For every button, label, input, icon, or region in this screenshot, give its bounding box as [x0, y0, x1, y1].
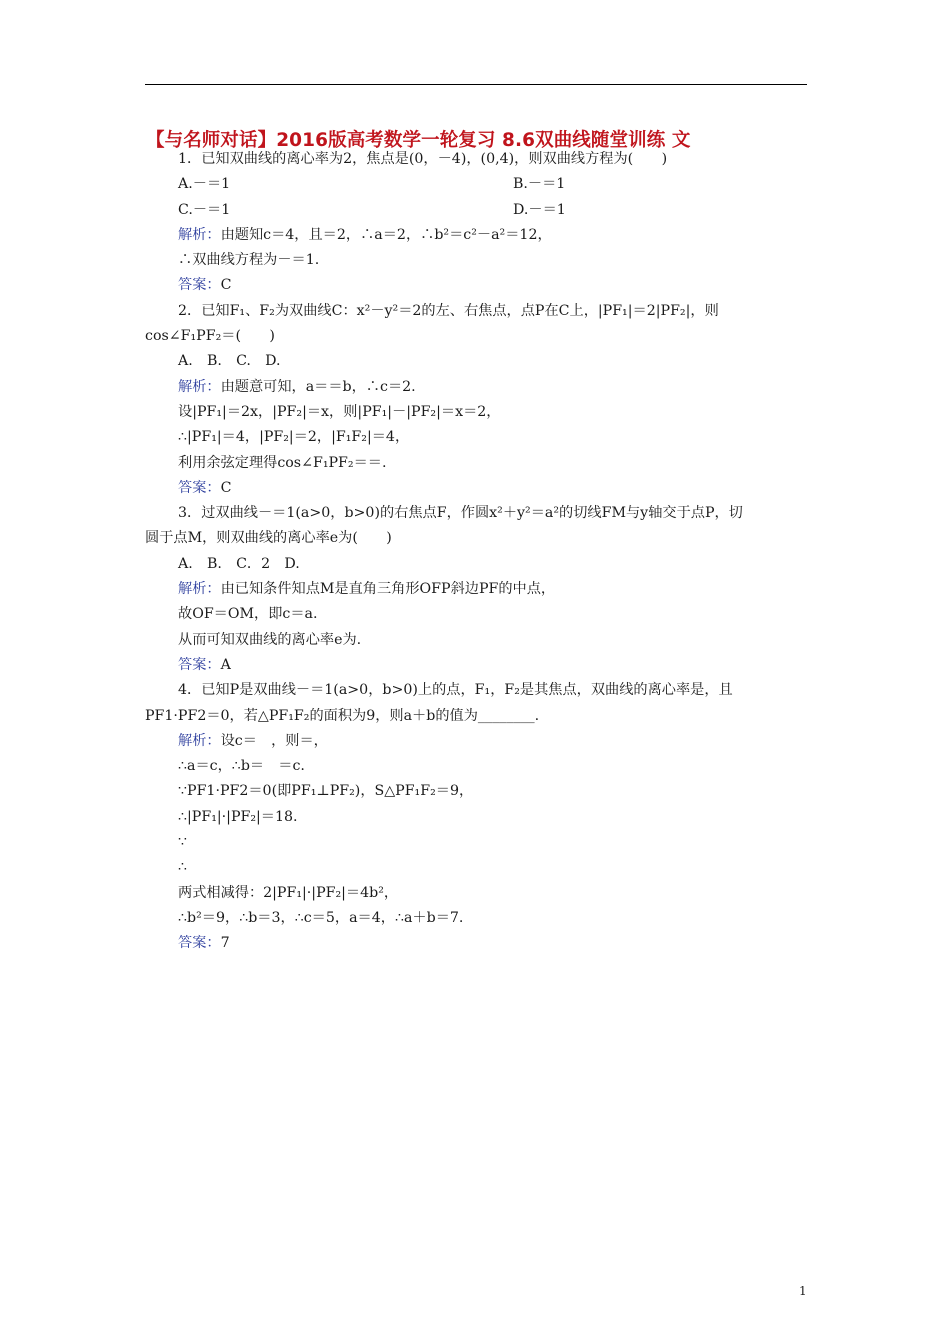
line-text: 利用余弦定理得cos∠F₁PF₂＝＝. — [178, 454, 387, 471]
line-text: ∴a＝c，∴b＝ ＝c. — [178, 758, 305, 775]
line-text: 4．已知P是双曲线－＝1(a>0，b>0)上的点，F₁，F₂是其焦点，双曲线的离心率是，且 — [178, 682, 733, 699]
answer-label: 答案： — [178, 479, 221, 496]
answer-label: 答案： — [178, 935, 221, 952]
document-line — [145, 931, 807, 956]
line-text: 3．过双曲线－＝1(a>0，b>0)的右焦点F，作圆x²＋y²＝a²的切线FM与y轴交于点P，切 — [178, 505, 743, 522]
line-text: ∴|PF₁|·|PF₂|＝18. — [178, 808, 298, 825]
line-text: 圆于点M，则双曲线的离心率e为( ) — [145, 530, 392, 547]
document-line — [145, 172, 807, 197]
document-line — [145, 476, 807, 501]
line-text: 1．已知双曲线的离心率为2，焦点是(0，－4)，(0,4)，则双曲线方程为( ) — [178, 151, 668, 167]
line-text: A. B. C. D. — [178, 353, 281, 370]
line-text: 由题意可知，a＝＝b，∴c＝2. — [220, 378, 416, 395]
document-line — [145, 526, 807, 551]
document-line — [145, 324, 807, 349]
analysis-label: 解析： — [178, 226, 221, 243]
answer-label: 答案： — [178, 277, 221, 294]
document-line — [145, 577, 807, 602]
document-line — [145, 805, 807, 830]
document-line — [145, 628, 807, 653]
line-text: A. B. C．2 D. — [178, 555, 300, 572]
document-line — [145, 248, 807, 273]
document-body — [145, 147, 807, 957]
line-text: ∴b²＝9，∴b＝3，∴c＝5，a＝4，∴a＋b＝7. — [178, 909, 464, 926]
document-line — [145, 754, 807, 779]
line-text: 设|PF₁|＝2x，|PF₂|＝x，则|PF₁|－|PF₂|＝x＝2， — [178, 403, 501, 420]
line-text: 故OF＝OM，即c＝a. — [178, 606, 318, 623]
line-text: C — [220, 479, 232, 496]
line-text: 两式相减得：2|PF₁|·|PF₂|＝4b²， — [178, 884, 399, 901]
document-line — [145, 779, 807, 804]
line-text: ∵PF1·PF2＝0(即PF₁⊥PF₂)，S△PF₁F₂＝9， — [178, 783, 474, 800]
line-text: 2．已知F₁、F₂为双曲线C：x²－y²＝2的左、右焦点，点P在C上，|PF₁|＝2|PF₂|，则 — [178, 302, 719, 319]
document-line — [145, 678, 807, 703]
document-line — [145, 653, 807, 678]
document-line — [145, 729, 807, 754]
document-line — [145, 375, 807, 400]
document-line — [145, 451, 807, 476]
document-line — [145, 830, 807, 855]
page-title: 【与名师对话】2016版高考数学一轮复习 8.6双曲线随堂训练 文 — [146, 130, 691, 151]
analysis-label: 解析： — [178, 732, 221, 749]
document-line — [145, 400, 807, 425]
option-left: A.－＝1 — [178, 176, 231, 193]
document-line — [145, 349, 807, 374]
document-line — [145, 223, 807, 248]
line-text: 设c＝ ，则＝， — [220, 732, 328, 749]
answer-label: 答案： — [178, 656, 221, 673]
option-right: D.－＝1 — [513, 201, 566, 218]
analysis-label: 解析： — [178, 378, 221, 395]
document-line — [145, 552, 807, 577]
option-right: B.－＝1 — [513, 176, 566, 193]
line-text: ∵ — [178, 834, 188, 851]
line-text: ∴双曲线方程为－＝1. — [178, 252, 320, 269]
line-text: ∴ — [178, 859, 188, 876]
line-text: 从而可知双曲线的离心率e为. — [178, 631, 362, 648]
line-text: 7 — [220, 935, 230, 952]
document-line — [145, 299, 807, 324]
line-text: PF1·PF2＝0，若△PF₁F₂的面积为9，则a＋b的值为________. — [145, 707, 540, 724]
line-text: C — [220, 277, 232, 294]
document-line — [145, 501, 807, 526]
line-text: 由已知条件知点M是直角三角形OFP斜边PF的中点， — [220, 581, 556, 598]
document-line — [145, 704, 807, 729]
document-line — [145, 273, 807, 298]
document-line — [145, 602, 807, 627]
document-line — [145, 198, 807, 223]
document-line — [145, 906, 807, 931]
header-rule — [145, 84, 807, 85]
document-line — [145, 881, 807, 906]
line-text: 由题知c＝4，且＝2，∴a＝2，∴b²＝c²－a²＝12， — [220, 226, 552, 243]
line-text: A — [220, 656, 231, 673]
document-line — [145, 425, 807, 450]
page-number: 1 — [799, 1284, 807, 1298]
document-line — [145, 855, 807, 880]
document-line — [145, 147, 807, 172]
line-text: ∴|PF₁|＝4，|PF₂|＝2，|F₁F₂|＝4， — [178, 429, 410, 446]
option-left: C.－＝1 — [178, 201, 231, 218]
analysis-label: 解析： — [178, 581, 221, 598]
line-text: cos∠F₁PF₂＝( ) — [145, 328, 275, 345]
